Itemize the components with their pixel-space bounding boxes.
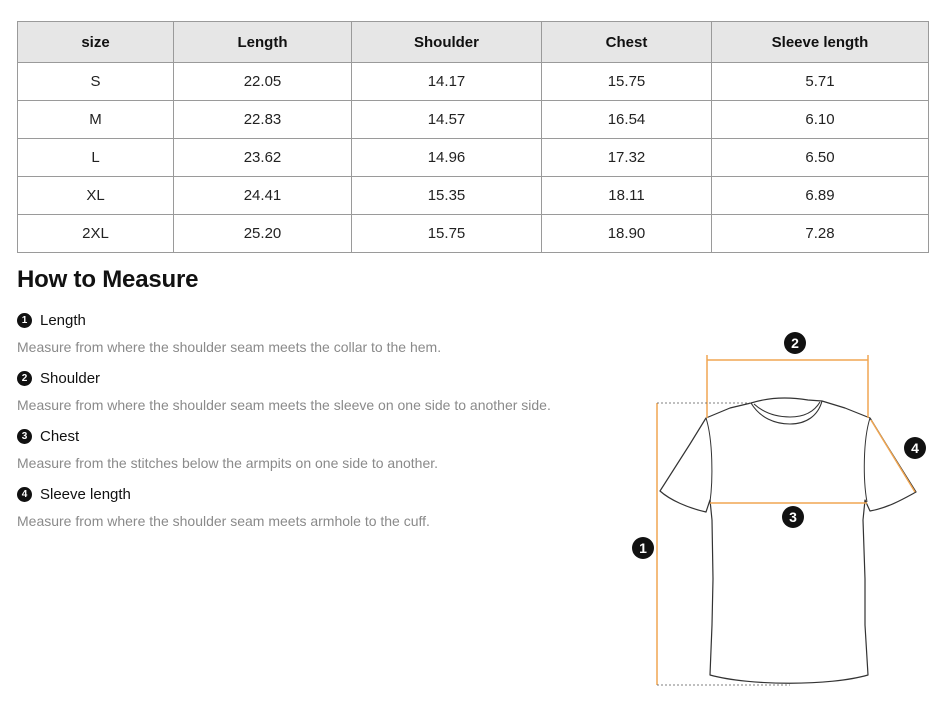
- measure-item-shoulder: [17, 369, 551, 413]
- measure-item-description: Measure from where the shoulder seam meets the sleeve on one side to another side.: [17, 397, 551, 413]
- cell-shoulder: 14.17: [352, 63, 542, 101]
- cell-shoulder: 15.75: [352, 215, 542, 253]
- cell-sleeve-length: 6.89: [712, 177, 929, 215]
- column-header-sleeve-length: Sleeve length: [712, 22, 929, 63]
- number-4-badge-icon: 4: [17, 487, 32, 502]
- measure-item-name: Shoulder: [40, 369, 101, 387]
- table-row: [18, 63, 929, 101]
- table-row: [18, 215, 929, 253]
- svg-text:2: 2: [791, 335, 799, 351]
- marker-4-icon: [904, 437, 926, 459]
- measure-item-sleeve-length: [17, 485, 430, 529]
- cell-chest: 16.54: [542, 101, 712, 139]
- table-row: [18, 101, 929, 139]
- measure-item-name: Sleeve length: [40, 485, 131, 503]
- marker-2-icon: [784, 332, 806, 354]
- measure-item-head: [17, 369, 551, 387]
- svg-text:4: 4: [911, 440, 919, 456]
- cell-size: XL: [18, 177, 174, 215]
- cell-shoulder: 15.35: [352, 177, 542, 215]
- size-chart-table: [17, 21, 929, 253]
- measure-item-description: Measure from where the shoulder seam meets the collar to the hem.: [17, 339, 442, 355]
- number-3-badge-icon: 3: [17, 429, 32, 444]
- measure-item-description: Measure from where the shoulder seam meets armhole to the cuff.: [17, 513, 430, 529]
- tshirt-outline-icon: [660, 398, 916, 683]
- measure-item-name: Chest: [40, 427, 80, 445]
- table-row: [18, 139, 929, 177]
- svg-text:1: 1: [639, 540, 647, 556]
- number-2-badge-icon: 2: [17, 371, 32, 386]
- number-1-badge-icon: 1: [17, 313, 32, 328]
- measure-item-description: Measure from the stitches below the armpits on one side to another.: [17, 455, 439, 471]
- cell-size: M: [18, 101, 174, 139]
- measure-item-length: [17, 311, 441, 355]
- cell-shoulder: 14.57: [352, 101, 542, 139]
- measure-item-head: [17, 311, 441, 329]
- measure-item-head: [17, 485, 430, 503]
- table-header-row: [18, 22, 929, 63]
- cell-length: 23.62: [174, 139, 352, 177]
- cell-sleeve-length: 6.10: [712, 101, 929, 139]
- measure-item-head: [17, 427, 438, 445]
- how-to-measure-heading: How to Measure: [17, 266, 199, 293]
- tshirt-measurement-diagram: [620, 320, 940, 692]
- cell-chest: 17.32: [542, 139, 712, 177]
- measure-item-name: Length: [40, 311, 86, 329]
- marker-3-icon: [782, 506, 804, 528]
- cell-sleeve-length: 5.71: [712, 63, 929, 101]
- cell-size: S: [18, 63, 174, 101]
- cell-length: 25.20: [174, 215, 352, 253]
- marker-1-icon: [632, 537, 654, 559]
- cell-length: 22.05: [174, 63, 352, 101]
- cell-chest: 18.11: [542, 177, 712, 215]
- measure-item-chest: [17, 427, 438, 471]
- cell-sleeve-length: 6.50: [712, 139, 929, 177]
- column-header-size: size: [18, 22, 174, 63]
- cell-length: 24.41: [174, 177, 352, 215]
- cell-size: L: [18, 139, 174, 177]
- cell-chest: 15.75: [542, 63, 712, 101]
- cell-size: 2XL: [18, 215, 174, 253]
- cell-sleeve-length: 7.28: [712, 215, 929, 253]
- cell-length: 22.83: [174, 101, 352, 139]
- cell-shoulder: 14.96: [352, 139, 542, 177]
- cell-chest: 18.90: [542, 215, 712, 253]
- column-header-chest: Chest: [542, 22, 712, 63]
- column-header-shoulder: Shoulder: [352, 22, 542, 63]
- column-header-length: Length: [174, 22, 352, 63]
- svg-text:3: 3: [789, 509, 797, 525]
- table-row: [18, 177, 929, 215]
